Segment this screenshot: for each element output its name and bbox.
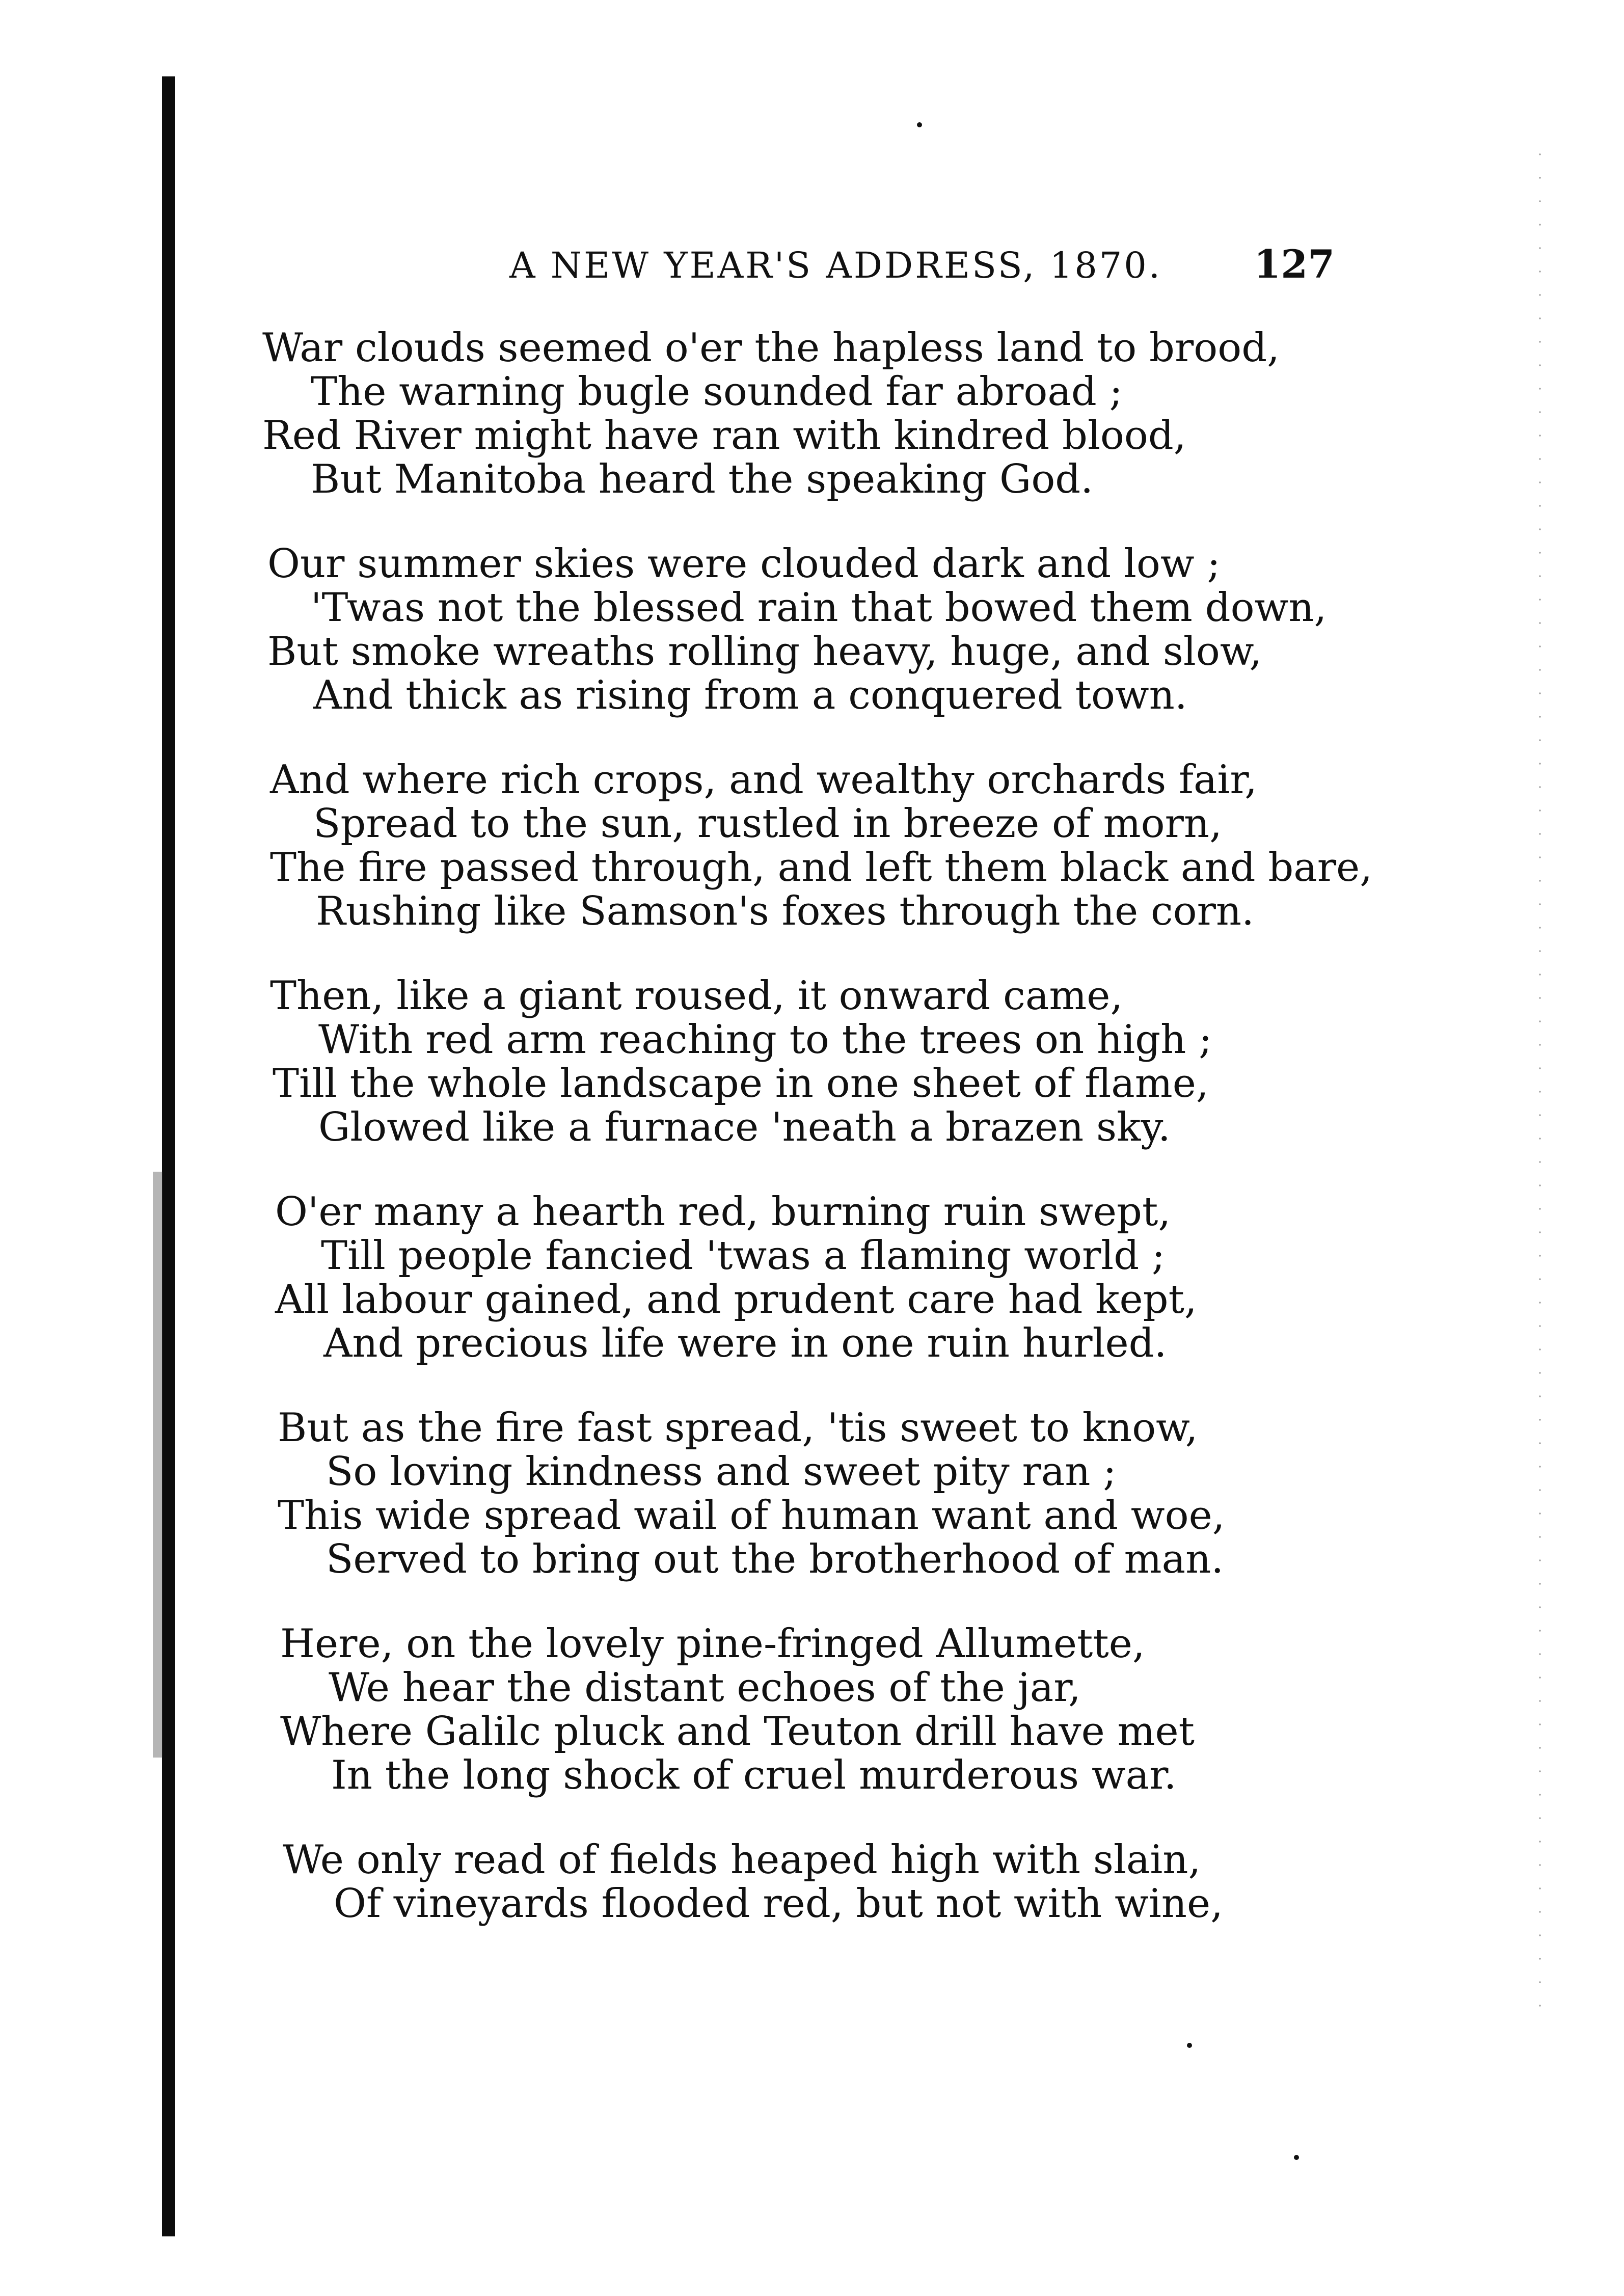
- stanza: [262, 1190, 1409, 1365]
- poem-line: But as the fire fast spread, 'tis sweet to know,: [278, 1405, 1198, 1451]
- poem-line: This wide spread wail of human want and woe,: [278, 1493, 1225, 1538]
- poem-line: The warning bugle sounded far abroad ;: [311, 369, 1123, 415]
- running-title: A NEW YEAR'S ADDRESS, 1870.: [509, 245, 1162, 286]
- poem-line: Served to bring out the brotherhood of man.: [326, 1536, 1224, 1582]
- poem-line: And thick as rising from a conquered town.: [313, 672, 1187, 718]
- poem-line: And where rich crops, and wealthy orchards fair,: [270, 757, 1257, 803]
- poem-line: Glowed like a furnace 'neath a brazen sky.: [318, 1104, 1171, 1150]
- poem-line: Our summer skies were clouded dark and low ;: [267, 541, 1221, 587]
- poem-line: 'Twas not the blessed rain that bowed them down,: [311, 585, 1327, 631]
- poem-line: War clouds seemed o'er the hapless land to brood,: [262, 325, 1280, 371]
- stanza: [262, 1838, 1409, 1926]
- stanza: [262, 1406, 1409, 1581]
- poem-line: The fire passed through, and left them black and bare,: [270, 845, 1373, 890]
- poem-line: Then, like a giant roused, it onward came,: [270, 973, 1123, 1019]
- poem-line: But smoke wreaths rolling heavy, huge, and slow,: [267, 629, 1262, 674]
- scan-speck: [1294, 2155, 1299, 2160]
- page-number: 127: [1254, 241, 1335, 287]
- scan-speck: [917, 122, 922, 127]
- poem-line: In the long shock of cruel murderous war.: [331, 1752, 1177, 1798]
- scan-speck: [1187, 2043, 1192, 2048]
- poem-line: We only read of fields heaped high with slain,: [283, 1837, 1201, 1883]
- poem-line: Here, on the lovely pine-fringed Allumette,: [280, 1621, 1145, 1667]
- poem-line: We hear the distant echoes of the jar,: [329, 1665, 1081, 1711]
- poem-line: And precious life were in one ruin hurled.: [323, 1320, 1167, 1366]
- poem-line: O'er many a hearth red, burning ruin swept,: [275, 1189, 1171, 1235]
- poem-line: With red arm reaching to the trees on high ;: [318, 1017, 1212, 1063]
- poem-line: But Manitoba heard the speaking God.: [311, 456, 1094, 502]
- stanza: [262, 974, 1409, 1149]
- poem-line: All labour gained, and prudent care had kept,: [275, 1277, 1197, 1322]
- page-edge-specks: [1538, 143, 1541, 2028]
- stanza: [262, 758, 1409, 933]
- binding-shadow: [153, 1172, 163, 1758]
- poem-line: Till people fancied 'twas a flaming world ;: [321, 1233, 1166, 1279]
- poem-line: Where Galilc pluck and Teuton drill have met: [280, 1709, 1195, 1754]
- poem-line: Spread to the sun, rustled in breeze of morn,: [313, 801, 1222, 847]
- poem-line: Rushing like Samson's foxes through the corn.: [316, 888, 1254, 934]
- poem-body: [262, 326, 1409, 1966]
- stanza: [262, 1622, 1409, 1797]
- binding-edge: [162, 76, 175, 2236]
- stanza: [262, 542, 1409, 717]
- poem-line: Red River might have ran with kindred blood,: [262, 413, 1186, 458]
- poem-line: So loving kindness and sweet pity ran ;: [326, 1449, 1117, 1495]
- running-header: [265, 239, 1335, 295]
- poem-line: Of vineyards flooded red, but not with wine,: [334, 1881, 1223, 1927]
- stanza: [262, 326, 1409, 501]
- poem-line: Till the whole landscape in one sheet of flame,: [273, 1061, 1209, 1106]
